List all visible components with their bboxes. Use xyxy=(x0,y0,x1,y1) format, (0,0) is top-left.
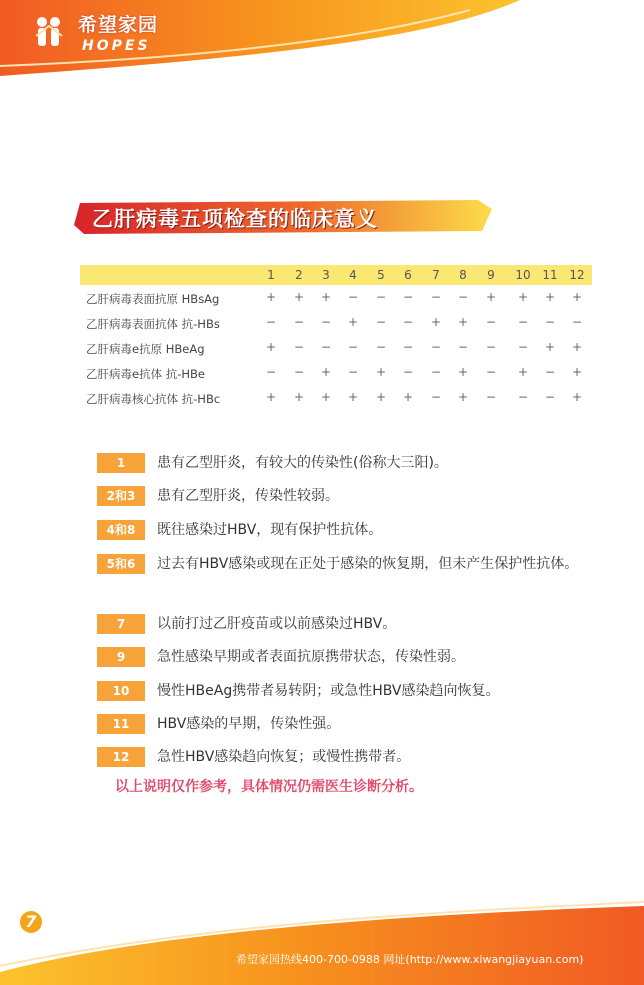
result-sign: − xyxy=(430,290,442,304)
result-sign: − xyxy=(375,340,387,354)
hopes-logo xyxy=(26,6,176,62)
result-sign: + xyxy=(544,290,556,304)
result-sign: + xyxy=(265,390,277,404)
legend-text: 以前打过乙肝疫苗或以前感染过HBV。 xyxy=(157,616,397,632)
result-sign: − xyxy=(293,340,305,354)
result-sign: − xyxy=(375,315,387,329)
legend-badge: 11 xyxy=(97,714,145,734)
column-number: 6 xyxy=(404,268,412,282)
column-number: 8 xyxy=(459,268,467,282)
column-number: 2 xyxy=(295,268,303,282)
legend-badge: 4和8 xyxy=(97,520,145,540)
result-sign: + xyxy=(320,290,332,304)
result-sign: − xyxy=(293,315,305,329)
legend-badge: 9 xyxy=(97,647,145,667)
result-sign: − xyxy=(544,390,556,404)
result-sign: − xyxy=(375,290,387,304)
result-sign: + xyxy=(375,365,387,379)
result-sign: − xyxy=(544,365,556,379)
legend-text: 慢性HBeAg携带者易转阴；或急性HBV感染趋向恢复。 xyxy=(157,683,500,699)
table-row xyxy=(86,335,590,360)
result-sign: − xyxy=(320,340,332,354)
result-sign: − xyxy=(402,315,414,329)
column-number: 11 xyxy=(542,268,558,282)
result-sign: − xyxy=(485,340,497,354)
legend-badge: 12 xyxy=(97,747,145,767)
row-label: 乙肝病毒核心抗体 抗-HBc xyxy=(86,392,221,406)
result-sign: + xyxy=(571,340,583,354)
result-sign: − xyxy=(485,315,497,329)
legend-badge: 7 xyxy=(97,614,145,634)
row-label: 乙肝病毒表面抗原 HBsAg xyxy=(86,292,220,306)
result-sign: − xyxy=(402,290,414,304)
column-number: 4 xyxy=(349,268,357,282)
result-sign: − xyxy=(347,365,359,379)
column-number: 7 xyxy=(432,268,440,282)
legend-text: 既往感染过HBV，现有保护性抗体。 xyxy=(157,522,383,538)
result-sign: + xyxy=(517,290,529,304)
legend-text: 急性HBV感染趋向恢复；或慢性携带者。 xyxy=(157,749,411,765)
result-sign: − xyxy=(402,340,414,354)
legend-badge: 10 xyxy=(97,681,145,701)
table-row xyxy=(86,360,590,385)
row-label: 乙肝病毒e抗原 HBeAg xyxy=(86,342,205,356)
section-title-banner xyxy=(74,197,492,237)
legend-text: 过去有HBV感染或现在正处于感染的恢复期，但未产生保护性抗体。 xyxy=(157,556,579,572)
result-sign: − xyxy=(457,340,469,354)
legend-badge: 1 xyxy=(97,453,145,473)
result-sign: + xyxy=(375,390,387,404)
table-row xyxy=(86,385,590,410)
result-sign: − xyxy=(430,365,442,379)
result-sign: − xyxy=(517,315,529,329)
result-sign: + xyxy=(571,290,583,304)
page-header xyxy=(0,0,644,80)
result-sign: + xyxy=(485,290,497,304)
result-sign: − xyxy=(485,390,497,404)
result-sign: + xyxy=(457,365,469,379)
table-row xyxy=(86,285,590,310)
result-sign: − xyxy=(265,365,277,379)
table-row xyxy=(86,310,590,335)
result-sign: + xyxy=(320,365,332,379)
section-title: 乙肝病毒五项检查的临床意义 xyxy=(92,207,378,231)
result-sign: − xyxy=(517,340,529,354)
result-sign: + xyxy=(347,315,359,329)
result-sign: + xyxy=(571,365,583,379)
footer-wave-graphic xyxy=(0,890,644,985)
result-sign: − xyxy=(571,315,583,329)
result-sign: + xyxy=(265,290,277,304)
result-sign: − xyxy=(402,365,414,379)
table-header-row xyxy=(80,265,592,285)
column-number: 10 xyxy=(515,268,531,282)
result-sign: − xyxy=(347,340,359,354)
result-sign: + xyxy=(347,390,359,404)
result-sign: − xyxy=(457,290,469,304)
column-number: 5 xyxy=(377,268,385,282)
result-sign: − xyxy=(347,290,359,304)
column-number: 3 xyxy=(322,268,330,282)
page-number: 7 xyxy=(20,911,42,933)
result-sign: − xyxy=(544,315,556,329)
column-number: 9 xyxy=(487,268,495,282)
result-sign: − xyxy=(485,365,497,379)
legend-text: 急性感染早期或者表面抗原携带状态，传染性弱。 xyxy=(157,649,465,665)
result-sign: + xyxy=(320,390,332,404)
legend-text: 患有乙型肝炎，有较大的传染性(俗称大三阳)。 xyxy=(157,455,448,471)
page-footer xyxy=(0,890,644,985)
result-sign: + xyxy=(517,365,529,379)
hbv-results-table xyxy=(86,265,590,410)
result-sign: + xyxy=(457,315,469,329)
row-label: 乙肝病毒表面抗体 抗-HBs xyxy=(86,317,220,331)
result-sign: + xyxy=(293,290,305,304)
logo-english-text: HOPES xyxy=(82,38,151,54)
result-sign: + xyxy=(293,390,305,404)
result-sign: + xyxy=(430,315,442,329)
result-sign: + xyxy=(571,390,583,404)
result-sign: + xyxy=(265,340,277,354)
legend-text: 患有乙型肝炎，传染性较弱。 xyxy=(157,488,339,504)
result-sign: − xyxy=(430,340,442,354)
column-number: 12 xyxy=(569,268,585,282)
column-number: 1 xyxy=(267,268,275,282)
legend-text: HBV感染的早期，传染性强。 xyxy=(157,716,341,732)
legend-badge: 5和6 xyxy=(97,554,145,574)
result-sign: − xyxy=(517,390,529,404)
result-sign: + xyxy=(457,390,469,404)
row-label: 乙肝病毒e抗体 抗-HBe xyxy=(86,367,205,381)
result-sign: − xyxy=(320,315,332,329)
family-icon xyxy=(34,14,64,56)
result-sign: + xyxy=(544,340,556,354)
footer-hotline: 希望家园热线400-700-0988 网址(http://www.xiwangjiayuan.com) xyxy=(236,953,584,966)
disclaimer-note: 以上说明仅作参考，具体情况仍需医生诊断分析。 xyxy=(115,779,423,795)
legend-badge: 2和3 xyxy=(97,486,145,506)
result-sign: + xyxy=(402,390,414,404)
result-sign: − xyxy=(265,315,277,329)
result-sign: − xyxy=(293,365,305,379)
result-sign: − xyxy=(430,390,442,404)
logo-chinese-text: 希望家园 xyxy=(78,14,159,36)
